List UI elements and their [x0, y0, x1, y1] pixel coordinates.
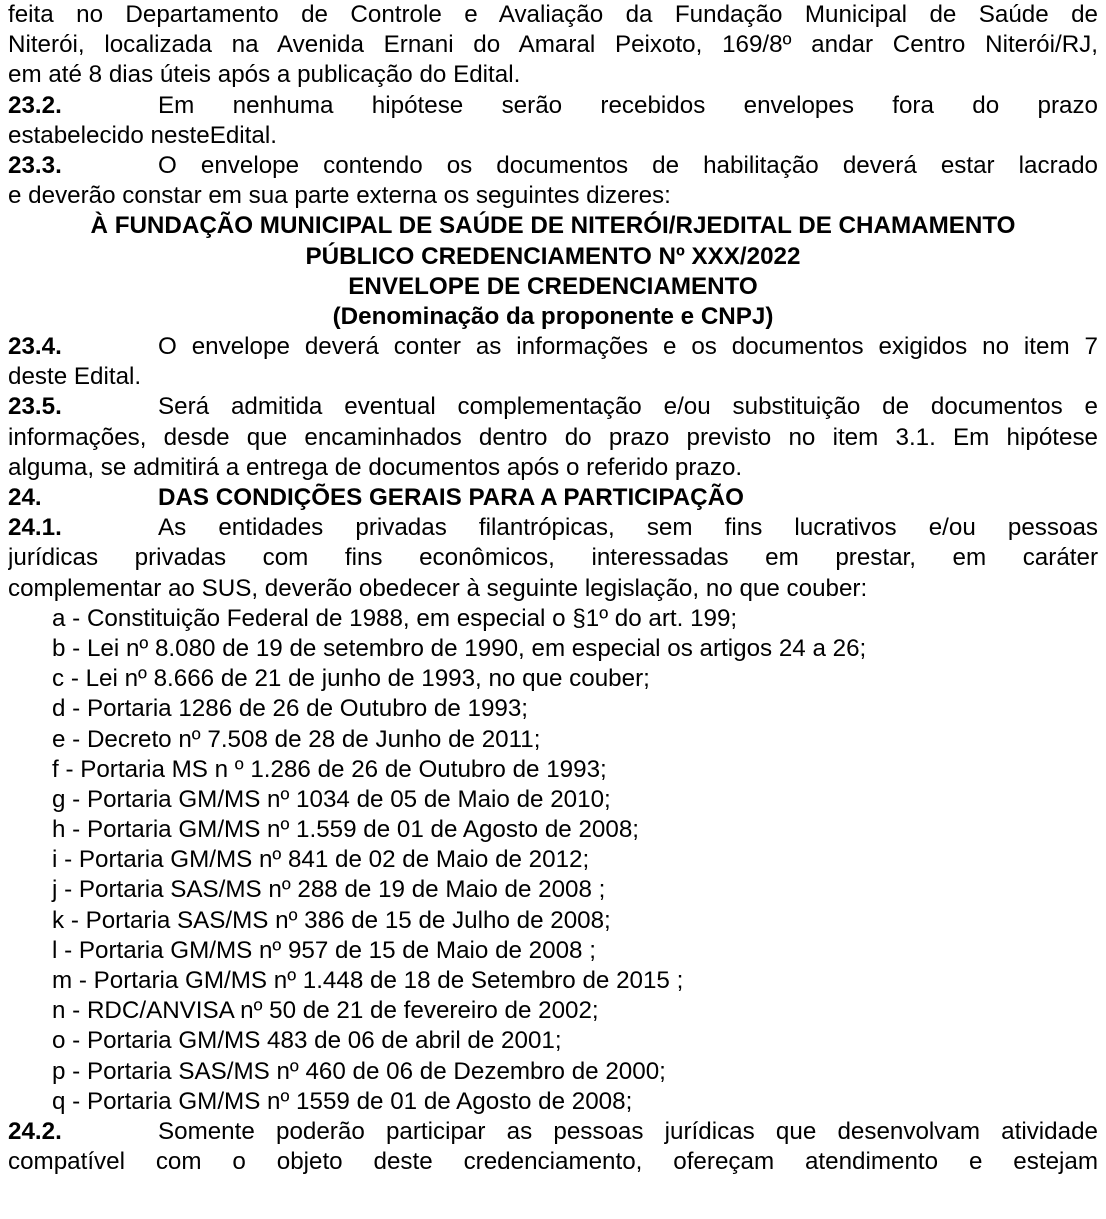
list-item: c - Lei nº 8.666 de 21 de junho de 1993, no que couber;: [52, 665, 650, 693]
clause-text: Em nenhuma hipótese serão recebidos envelopes fora do prazo: [158, 91, 1098, 119]
intro-line-3: em até 8 dias úteis após a publicação do Edital.: [8, 61, 521, 89]
section-number: 24.: [8, 484, 42, 511]
list-item: i - Portaria GM/MS nº 841 de 02 de Maio de 2012;: [52, 846, 590, 874]
intro-line-1: feita no Departamento de Controle e Avaliação da Fundação Municipal de Saúde de: [8, 1, 1098, 28]
clause-23-4-cont: deste Edital.: [8, 363, 142, 391]
list-item: o - Portaria GM/MS 483 de 06 de abril de 2001;: [52, 1027, 562, 1055]
list-item: j - Portaria SAS/MS nº 288 de 19 de Maio de 2008 ;: [52, 876, 606, 904]
list-item: h - Portaria GM/MS nº 1.559 de 01 de Agosto de 2008;: [52, 816, 640, 844]
clause-23-5-cont-2: alguma, se admitirá a entrega de documentos após o referido prazo.: [8, 453, 743, 481]
section-24-heading: [8, 483, 1098, 513]
clause-23-5: [8, 392, 1098, 422]
list-item: l - Portaria GM/MS nº 957 de 15 de Maio de 2008 ;: [52, 936, 596, 964]
list-item: p - Portaria SAS/MS nº 460 de 06 de Dezembro de 2000;: [52, 1057, 666, 1085]
clause-number: 24.1.: [8, 514, 62, 542]
document-page: [8, 0, 1098, 1177]
list-item: n - RDC/ANVISA nº 50 de 21 de fevereiro de 2002;: [52, 997, 599, 1025]
list-item: k - Portaria SAS/MS nº 386 de 15 de Julho de 2008;: [52, 906, 611, 934]
clause-23-2-cont: estabelecido nesteEdital.: [8, 121, 277, 149]
clause-number: 23.2.: [8, 91, 62, 119]
clause-23-3: [8, 151, 1098, 181]
clause-text: Somente poderão participar as pessoas jurídicas que desenvolvam atividade: [158, 1117, 1098, 1145]
legislation-list: [8, 604, 1098, 1117]
list-item: q - Portaria GM/MS nº 1559 de 01 de Agosto de 2008;: [52, 1087, 633, 1115]
envelope-line-1: À FUNDAÇÃO MUNICIPAL DE SAÚDE DE NITERÓI/RJEDITAL DE CHAMAMENTO: [90, 212, 1016, 240]
envelope-line-4: (Denominação da proponente e CNPJ): [332, 302, 774, 330]
clause-24-1-cont-2: complementar ao SUS, deverão obedecer à seguinte legislação, no que couber:: [8, 574, 868, 602]
list-item: a - Constituição Federal de 1988, em especial o §1º do art. 199;: [52, 604, 738, 632]
list-item: d - Portaria 1286 de 26 de Outubro de 1993;: [52, 695, 529, 723]
list-item: g - Portaria GM/MS nº 1034 de 05 de Maio de 2010;: [52, 785, 611, 813]
intro-line-2: Niterói, localizada na Avenida Ernani do Amaral Peixoto, 169/8º andar Centro Niterói/RJ,: [8, 31, 1098, 59]
envelope-line-2: PÚBLICO CREDENCIAMENTO Nº XXX/2022: [305, 242, 801, 270]
clause-23-2: [8, 91, 1098, 121]
list-item: f - Portaria MS n º 1.286 de 26 de Outubro de 1993;: [52, 755, 607, 783]
list-item: e - Decreto nº 7.508 de 28 de Junho de 2011;: [52, 725, 541, 753]
clause-text: O envelope contendo os documentos de habilitação deverá estar lacrado: [158, 151, 1098, 179]
clause-number: 24.2.: [8, 1117, 62, 1145]
list-item: m - Portaria GM/MS nº 1.448 de 18 de Setembro de 2015 ;: [52, 967, 684, 994]
clause-number: 23.4.: [8, 333, 62, 361]
clause-23-3-cont: e deverão constar em sua parte externa os seguintes dizeres:: [8, 182, 671, 210]
list-item: b - Lei nº 8.080 de 19 de setembro de 1990, em especial os artigos 24 a 26;: [52, 634, 867, 662]
clause-text: As entidades privadas filantrópicas, sem fins lucrativos e/ou pessoas: [158, 514, 1098, 542]
clause-24-2-cont: compatível com o objeto deste credenciamento, ofereçam atendimento e estejam: [8, 1148, 1098, 1176]
envelope-line-3: ENVELOPE DE CREDENCIAMENTO: [348, 272, 758, 300]
clause-24-1-cont-1: jurídicas privadas com fins econômicos, interessadas em prestar, em caráter: [8, 544, 1098, 572]
clause-24-2: [8, 1117, 1098, 1147]
clause-text: Será admitida eventual complementação e/ou substituição de documentos e: [158, 393, 1098, 421]
clause-24-1: [8, 513, 1098, 543]
clause-number: 23.5.: [8, 393, 62, 421]
clause-text: O envelope deverá conter as informações e os documentos exigidos no item 7: [158, 333, 1098, 361]
clause-23-4: [8, 332, 1098, 362]
clause-number: 23.3.: [8, 151, 62, 179]
clause-23-5-cont-1: informações, desde que encaminhados dentro do prazo previsto no item 3.1. Em hipótese: [8, 423, 1098, 451]
section-title: DAS CONDIÇÕES GERAIS PARA A PARTICIPAÇÃO: [158, 484, 744, 511]
